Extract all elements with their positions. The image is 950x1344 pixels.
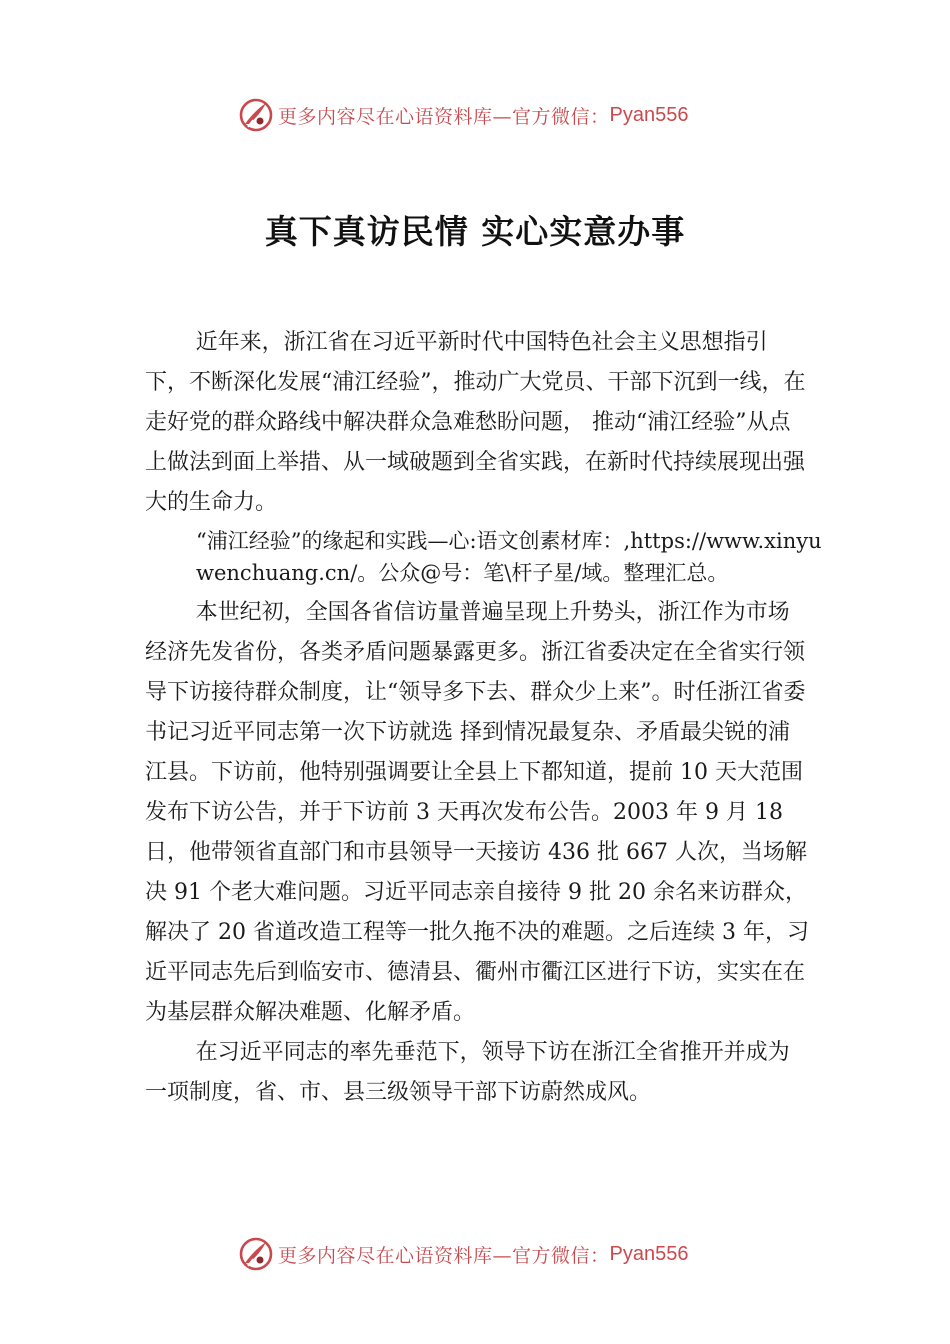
watermark-text: 更多内容尽在心语资料库—官方微信： [278,1244,610,1267]
source-note: “浦江经验”的缘起和实践—心:语文创素材库：,https://www.xinyuwenchuang.cn/。公众@号：笔\杆子星/域。整理汇总。 [196,529,822,585]
document-title: 真下真访民情 实心实意办事 [264,212,686,251]
paragraph-history: 本世纪初，全国各省信访量普遍呈现上升势头，浙江作为市场经济先发省份，各类矛盾问题暴露更多。浙江省委决定在全省实行领导下访接待群众制度，让“领导多下去、群众少上来”。时任浙江省委书记习近平同志第一次下访就选 择到情况最复杂、矛盾最尖锐的浦江县。下访前，他特别强调要让全县上下都知道，提前 10 天大范围发布下访公告，并于下访前 3 天再次发布公告。2003 年 9 月 18 日，他带领省直部门和市县领导一天接访 436 批 667 人次，当场解决 91 个老大难问题。习近平同志亲自接待 9 批 20 余名来访群众，解决了 20 省道改造工程等一批久拖不决的难题。之后连续 3 年，习近平同志先后到临安市、德清县、衢州市衢江区进行下访，实实在在为基层群众解决难题、化解矛盾。 [145,600,809,1025]
paragraph-institution: 在习近平同志的率先垂范下，领导下访在浙江全省推开并成为一项制度，省、市、县三级领导干部下访蔚然成风。 [145,1040,790,1105]
watermark-text: 更多内容尽在心语资料库—官方微信： [278,105,610,128]
quill-logo-icon [238,97,274,133]
watermark-footer [238,1236,688,1272]
watermark-wechat-id: Pyan556 [609,1242,689,1265]
document-body [145,323,822,1113]
watermark-header [238,97,688,133]
paragraph-intro: 近年来，浙江省在习近平新时代中国特色社会主义思想指引下，不断深化发展“浦江经验”，推动广大党员、干部下沉到一线，在走好党的群众路线中解决群众急难愁盼问题， 推动“浦江经验”从点上做法到面上举措、从一域破题到全省实践，在新时代持续展现出强大的生命力。 [145,330,806,515]
quill-logo-icon [238,1236,274,1272]
watermark-wechat-id: Pyan556 [609,103,689,126]
